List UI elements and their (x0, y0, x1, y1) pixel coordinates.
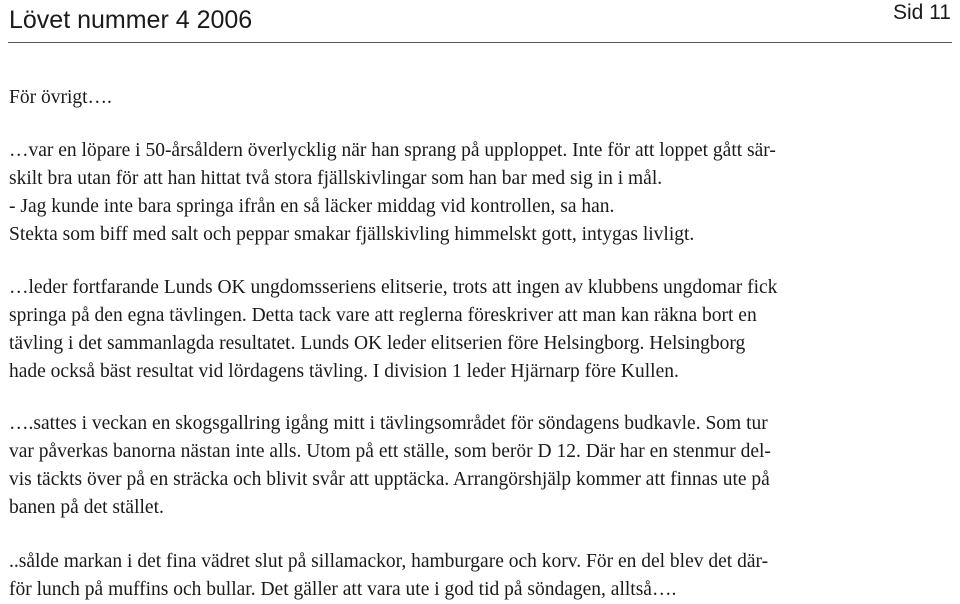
text-line: för lunch på muffins och bullar. Det gäller att vara ute i god tid på söndagen, alltså…. (9, 579, 677, 600)
text-line: ..sålde markan i det fina vädret slut på sillamackor, hamburgare och korv. För en del blev det där- (9, 551, 769, 572)
paragraph-youth-series (9, 274, 953, 386)
paragraph-food-sales (9, 548, 953, 604)
newsletter-title: Lövet nummer 4 2006 (9, 6, 253, 34)
text-line: …leder fortfarande Lunds OK ungdomsseriens elitserie, trots att ingen av klubbens ungdomar fick (9, 277, 778, 298)
text-line: - Jag kunde inte bara springa ifrån en så läcker middag vid kontrollen, sa han. (9, 196, 615, 217)
text-line: banen på det stället. (9, 497, 164, 518)
page-number: Sid 11 (893, 1, 951, 24)
text-line: ….sattes i veckan en skogsgallring igång mitt i tävlingsområdet för söndagens budkavle. Som tur (9, 413, 768, 434)
paragraph-forest-thinning (9, 410, 953, 522)
text-line: hade också bäst resultat vid lördagens tävling. I division 1 leder Hjärnarp före Kullen. (9, 361, 679, 382)
text-line: vis täckts över på en sträcka och blivit svår att upptäcka. Arrangörshjälp kommer att finnas ute på (9, 469, 770, 490)
text-line: tävling i det sammanlagda resultatet. Lunds OK leder elitserien före Helsingborg. Helsingborg (9, 333, 746, 354)
section-heading: För övrigt…. (9, 87, 112, 108)
text-line: …var en löpare i 50-årsåldern överlycklig när han sprang på upploppet. Inte för att loppet gått sär- (9, 140, 776, 161)
text-line: Stekta som biff med salt och peppar smakar fjällskivling himmelskt gott, intygas livligt. (9, 224, 695, 245)
text-line: springa på den egna tävlingen. Detta tack vare att reglerna föreskriver att man kan räkna bort en (9, 305, 757, 326)
text-line: var påverkas banorna nästan inte alls. Utom på ett ställe, som berör D 12. Där har en stenmur del- (9, 441, 771, 462)
text-line: skilt bra utan för att han hittat två stora fjällskivlingar som han bar med sig in i mål. (9, 168, 663, 189)
paragraph-mushroom-runner (9, 137, 953, 249)
page-header (0, 0, 960, 46)
header-divider (8, 42, 952, 43)
